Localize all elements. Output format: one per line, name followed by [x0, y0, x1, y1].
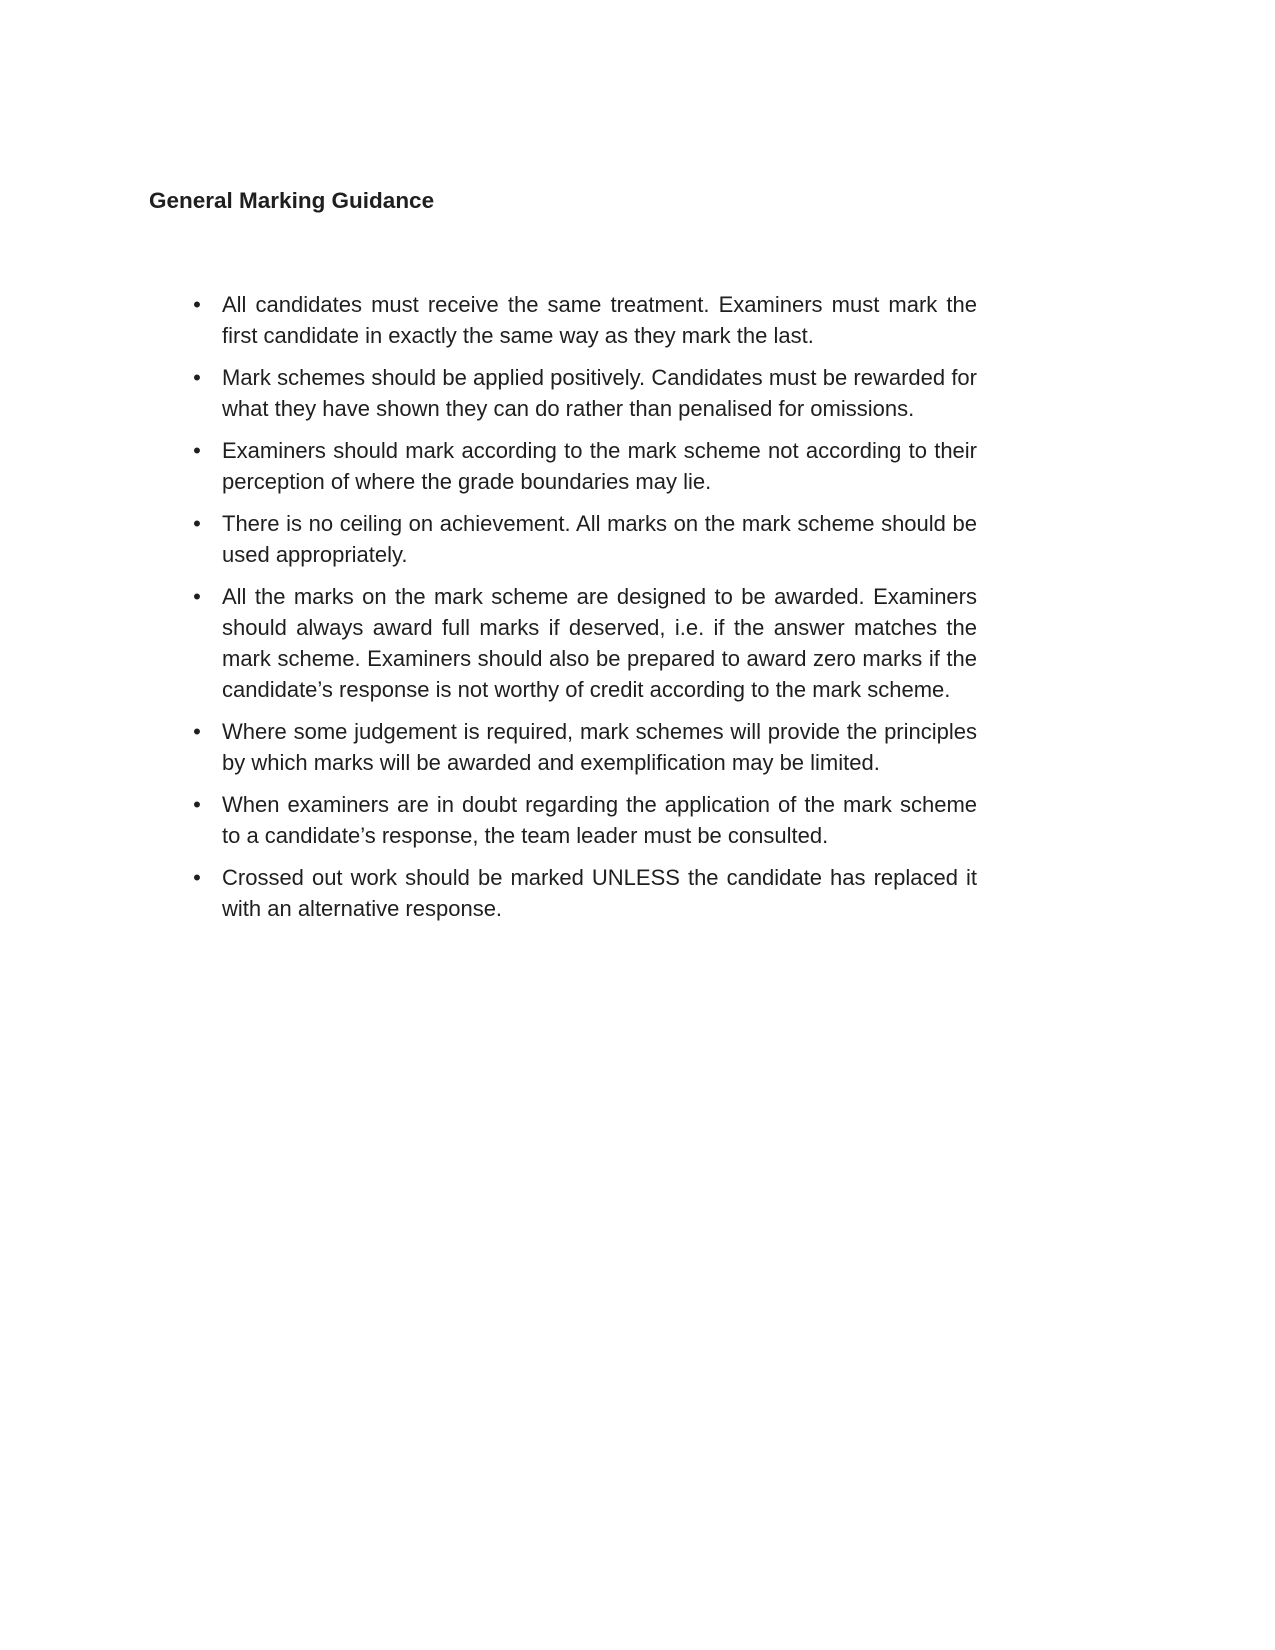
guidance-item: [193, 435, 977, 497]
bullet-icon: •: [193, 292, 201, 317]
guidance-text: When examiners are in doubt regarding the application of the mark scheme to a candidate’s response, the team leader must be consulted.: [222, 792, 977, 848]
guidance-text: Where some judgement is required, mark schemes will provide the principles by which marks will be awarded and exemplification may be limited.: [222, 719, 977, 775]
guidance-item: [193, 362, 977, 424]
bullet-icon: •: [193, 792, 201, 817]
guidance-text: All candidates must receive the same treatment. Examiners must mark the first candidate in exactly the same way as they mark the last.: [222, 292, 977, 348]
guidance-item: [193, 508, 977, 570]
bullet-icon: •: [193, 584, 201, 609]
bullet-icon: •: [193, 865, 201, 890]
bullet-icon: •: [193, 511, 201, 536]
page-title: General Marking Guidance: [149, 188, 435, 213]
guidance-item: [193, 862, 977, 924]
guidance-list: [193, 289, 977, 935]
bullet-icon: •: [193, 438, 201, 463]
guidance-item: [193, 289, 977, 351]
guidance-text: All the marks on the mark scheme are designed to be awarded. Examiners should always award full marks if deserved, i.e. if the answer matches the mark scheme. Examiners should also be prepared to award zero marks if the candidate’s response is not worthy of credit according to the mark scheme.: [222, 584, 977, 702]
bullet-icon: •: [193, 365, 201, 390]
guidance-text: Examiners should mark according to the mark scheme not according to their perception of where the grade boundaries may lie.: [222, 438, 977, 494]
guidance-item: [193, 581, 977, 705]
bullet-icon: •: [193, 719, 201, 744]
guidance-item: [193, 789, 977, 851]
guidance-text: Mark schemes should be applied positively. Candidates must be rewarded for what they have shown they can do rather than penalised for omissions.: [222, 365, 977, 421]
guidance-item: [193, 716, 977, 778]
guidance-text: There is no ceiling on achievement. All marks on the mark scheme should be used appropriately.: [222, 511, 977, 567]
guidance-text: Crossed out work should be marked UNLESS the candidate has replaced it with an alternative response.: [222, 865, 977, 921]
